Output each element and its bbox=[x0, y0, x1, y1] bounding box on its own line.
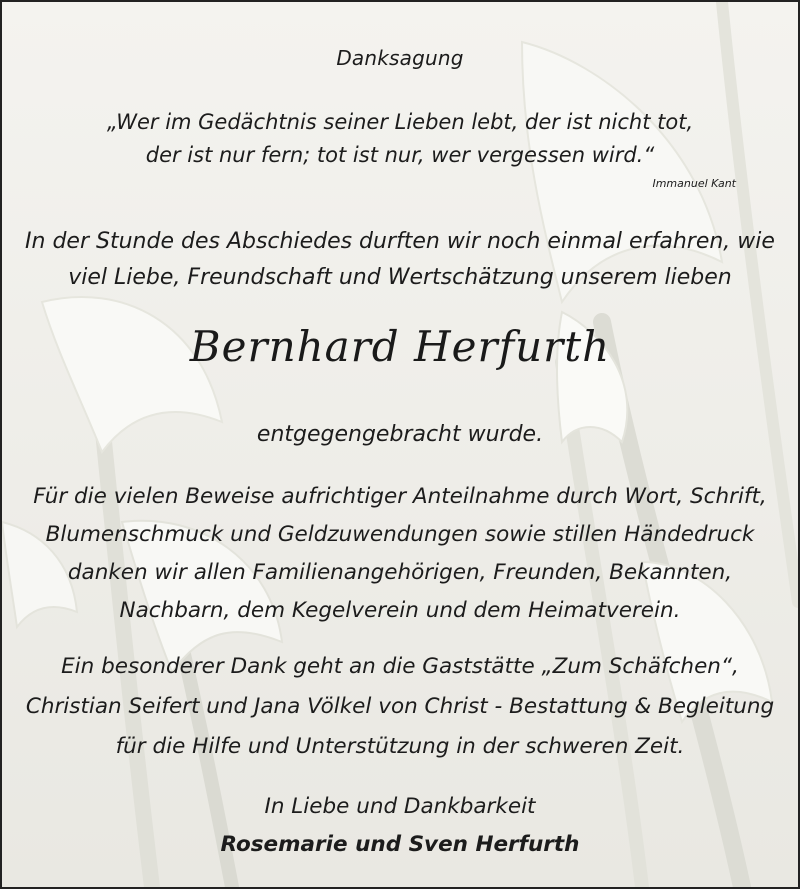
thanks-line: Nachbarn, dem Kegelverein und dem Heimatverein. bbox=[119, 598, 681, 623]
intro-line: In der Stunde des Abschiedes durften wir noch einmal erfahren, wie bbox=[25, 229, 775, 254]
quote-line: der ist nur fern; tot ist nur, wer vergessen wird.“ bbox=[145, 143, 655, 167]
quote-line: „Wer im Gedächtnis seiner Lieben lebt, der ist nicht tot, bbox=[106, 110, 694, 134]
special-line: Ein besonderer Dank geht an die Gaststätte „Zum Schäfchen“, bbox=[61, 654, 739, 679]
closing bbox=[2, 788, 798, 864]
thanks-line: Blumenschmuck und Geldzuwendungen sowie stillen Händedruck bbox=[45, 522, 755, 547]
special-line: für die Hilfe und Unterstützung in der schweren Zeit. bbox=[115, 734, 685, 759]
closing-phrase: In Liebe und Dankbarkeit bbox=[264, 794, 536, 819]
thanks-paragraph bbox=[2, 478, 798, 630]
deceased-name: Bernhard Herfurth bbox=[189, 322, 611, 371]
special-thanks-paragraph bbox=[2, 647, 798, 767]
heading: Danksagung bbox=[336, 46, 464, 70]
quote bbox=[2, 106, 798, 172]
intro-line: viel Liebe, Freundschaft und Wertschätzung unserem lieben bbox=[68, 265, 732, 290]
quote-author: Immanuel Kant bbox=[652, 177, 736, 190]
intro-paragraph bbox=[2, 224, 798, 296]
special-line: Christian Seifert und Jana Völkel von Christ - Bestattung & Begleitung bbox=[25, 694, 775, 719]
signers: Rosemarie und Sven Herfurth bbox=[220, 832, 580, 857]
thanks-line: danken wir allen Familienangehörigen, Freunden, Bekannten, bbox=[67, 560, 733, 585]
after-name-text: entgegengebracht wurde. bbox=[256, 422, 544, 447]
thanks-line: Für die vielen Beweise aufrichtiger Anteilnahme durch Wort, Schrift, bbox=[33, 484, 767, 509]
